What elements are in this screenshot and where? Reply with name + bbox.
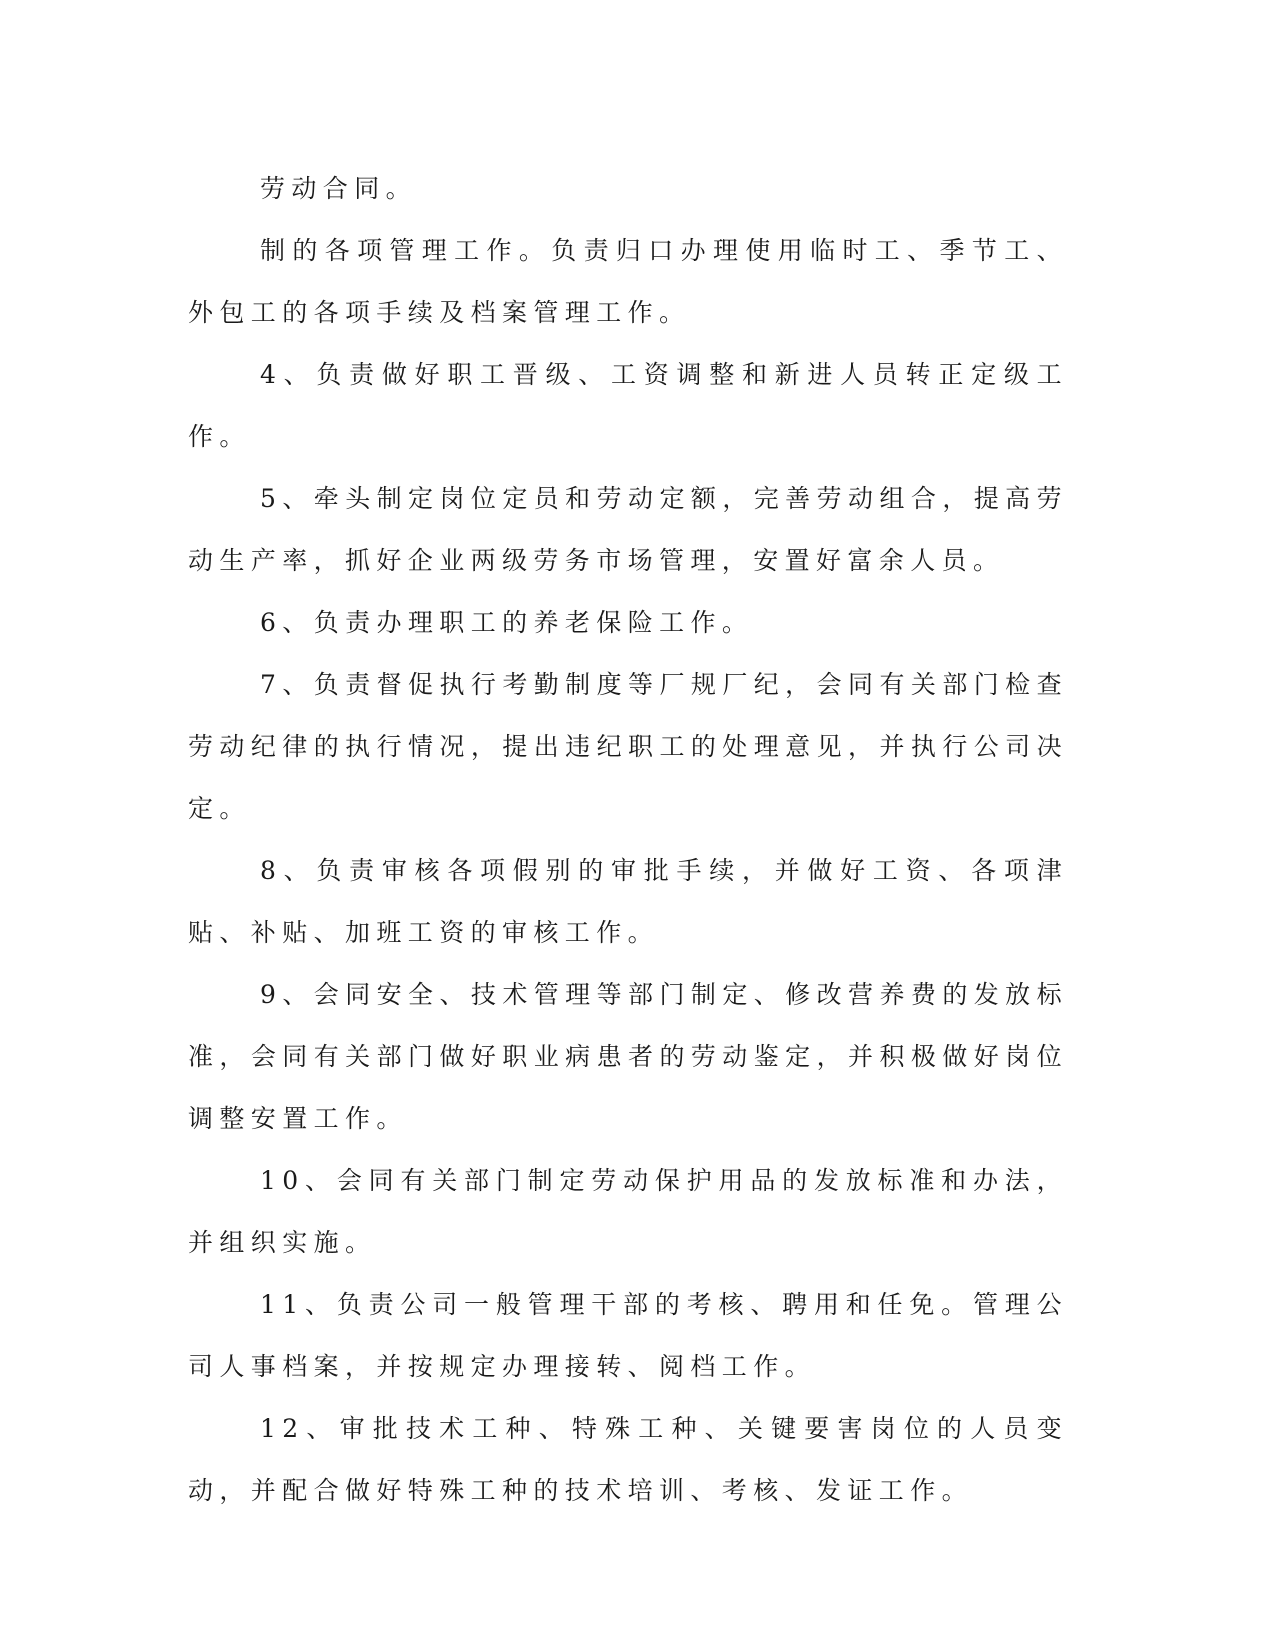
paragraph-item-6: 6、负责办理职工的养老保险工作。 <box>260 608 754 637</box>
document-body <box>188 158 1068 1522</box>
paragraph-item-12: 12、审批技术工种、特殊工种、关键要害岗位的人员变动，并配合做好特殊工种的技术培训、考核、发证工作。 <box>188 1414 1068 1505</box>
paragraph-labor-contract: 劳动合同。 <box>260 174 418 203</box>
paragraph-item-4: 4、负责做好职工晋级、工资调整和新进人员转正定级工作。 <box>188 360 1068 451</box>
paragraph-management-work: 制的各项管理工作。负责归口办理使用临时工、季节工、外包工的各项手续及档案管理工作。 <box>188 236 1068 327</box>
paragraph-item-8: 8、负责审核各项假别的审批手续，并做好工资、各项津贴、补贴、加班工资的审核工作。 <box>188 856 1068 947</box>
paragraph-item-11: 11、负责公司一般管理干部的考核、聘用和任免。管理公司人事档案，并按规定办理接转、阅档工作。 <box>188 1290 1068 1381</box>
paragraph-item-5: 5、牵头制定岗位定员和劳动定额，完善劳动组合，提高劳动生产率，抓好企业两级劳务市场管理，安置好富余人员。 <box>188 484 1068 575</box>
paragraph-item-9: 9、会同安全、技术管理等部门制定、修改营养费的发放标准，会同有关部门做好职业病患者的劳动鉴定，并积极做好岗位调整安置工作。 <box>188 980 1068 1133</box>
paragraph-item-10: 10、会同有关部门制定劳动保护用品的发放标准和办法，并组织实施。 <box>188 1166 1068 1257</box>
paragraph-item-7: 7、负责督促执行考勤制度等厂规厂纪，会同有关部门检查劳动纪律的执行情况，提出违纪职工的处理意见，并执行公司决定。 <box>188 670 1068 823</box>
